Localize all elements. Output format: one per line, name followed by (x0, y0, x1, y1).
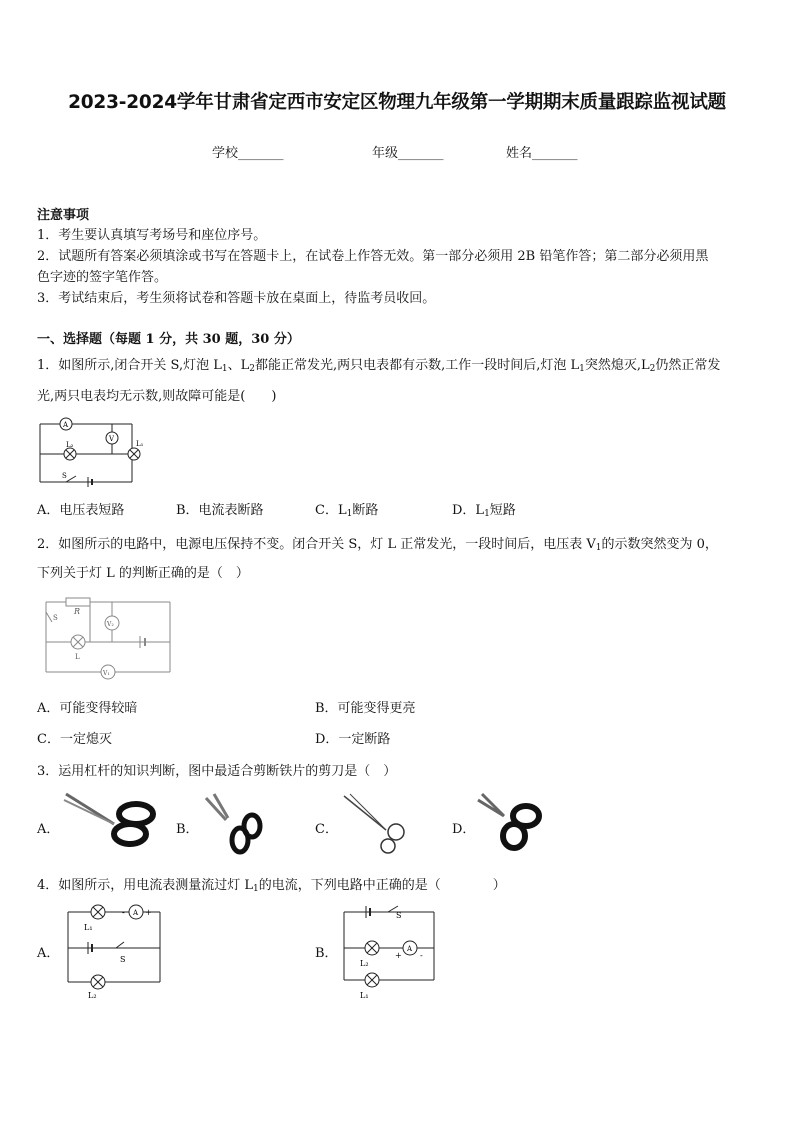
question-3-text: 3．运用杠杆的知识判断，图中最适合剪断铁片的剪刀是（ ） (37, 764, 397, 779)
notice-item: 2．试题所有答案必须填涂或书写在答题卡上，在试卷上作答无效。第一部分必须用 2B 铅笔作答；第二部分必须用黑 (37, 249, 709, 264)
svg-text:S: S (53, 614, 58, 622)
scissors-b-image (200, 792, 264, 858)
svg-text:S: S (120, 955, 126, 964)
svg-text:S: S (396, 911, 402, 920)
section-heading: 一、选择题（每题 1 分，共 30 题，30 分） (37, 332, 300, 347)
question-2-text-2: 下列关于灯 L 的判断正确的是（ ） (37, 566, 249, 581)
q4-circuit-b-diagram (340, 900, 440, 1004)
q2-circuit-diagram (40, 592, 176, 684)
grade-field: 年级_______ (372, 146, 444, 161)
q2-option-d: D．一定断路 (315, 732, 391, 747)
svg-text:-: - (420, 951, 423, 960)
svg-text:L₂: L₂ (88, 991, 97, 1000)
notice-item: 1．考生要认真填写考场号和座位序号。 (37, 228, 267, 243)
svg-text:V₂: V₂ (107, 621, 114, 628)
q3-option-b-label: B． (176, 822, 199, 837)
svg-text:A: A (63, 421, 69, 429)
question-1-text-2: 光,两只电表均无示数,则故障可能是( ) (37, 389, 277, 404)
q3-option-a-label: A． (37, 822, 60, 837)
q1-option-c: C．$L_1$断路 (315, 503, 379, 519)
question-2-text: 2．如图所示的电路中，电源电压保持不变。闭合开关 S，灯 L 正常发光，一段时间后，电压表 $V_1$的示数突然变为 0， (37, 537, 718, 553)
svg-text:+: + (395, 951, 402, 960)
q2-option-a: A．可能变得较暗 (37, 701, 138, 716)
q2-option-c: C．一定熄灭 (37, 732, 112, 747)
q4-circuit-a-diagram (64, 900, 168, 1000)
notice-item: 3．考试结束后，考生须将试卷和答题卡放在桌面上，待监考员收回。 (37, 291, 436, 306)
scissors-d-image (474, 790, 546, 854)
school-field: 学校_______ (212, 146, 284, 161)
q1-option-a: A．电压表短路 (37, 503, 125, 518)
svg-text:L₂: L₂ (360, 959, 369, 968)
svg-text:V₁: V₁ (103, 670, 110, 677)
svg-text:L₁: L₁ (136, 440, 144, 448)
svg-text:A: A (407, 945, 413, 953)
svg-text:V: V (109, 435, 115, 443)
q4-option-b-label: B． (315, 946, 338, 961)
notice-heading: 注意事项 (37, 208, 90, 223)
q4-option-a-label: A． (37, 946, 60, 961)
svg-text:L₂: L₂ (66, 441, 74, 449)
svg-text:+: + (145, 908, 152, 917)
scissors-c-image (340, 792, 416, 858)
q1-option-d: D．$L_1$短路 (452, 503, 516, 519)
page-title: 2023-2024学年甘肃省定西市安定区物理九年级第一学期期末质量跟踪监视试题 (68, 92, 726, 113)
notice-item: 色字迹的签字笔作答。 (37, 270, 168, 285)
q1-option-b: B．电流表断路 (176, 503, 264, 518)
svg-text:L₁: L₁ (360, 991, 369, 1000)
q3-option-c-label: C． (315, 822, 338, 837)
svg-text:L: L (75, 653, 80, 661)
svg-text:S: S (62, 472, 67, 480)
svg-text:R: R (74, 607, 81, 616)
svg-text:A: A (133, 909, 139, 917)
question-4-text: 4．如图所示，用电流表测量流过灯 $L_1$的电流，下列电路中正确的是（ ） (37, 878, 506, 894)
question-1-text: 1．如图所示,闭合开关 S,灯泡 $L_1$、$L_2$都能正常发光,两只电表都有示数,工作一段时间后,灯泡 $L_1$突然熄灭$,L_2$仍然正常发 (37, 358, 721, 374)
name-field: 姓名_______ (506, 146, 578, 161)
q2-option-b: B．可能变得更亮 (315, 701, 416, 716)
q1-circuit-diagram (36, 412, 152, 492)
q3-option-d-label: D． (452, 822, 476, 837)
svg-text:L₁: L₁ (84, 923, 93, 932)
svg-text:-: - (122, 908, 125, 917)
scissors-a-image (62, 790, 156, 850)
